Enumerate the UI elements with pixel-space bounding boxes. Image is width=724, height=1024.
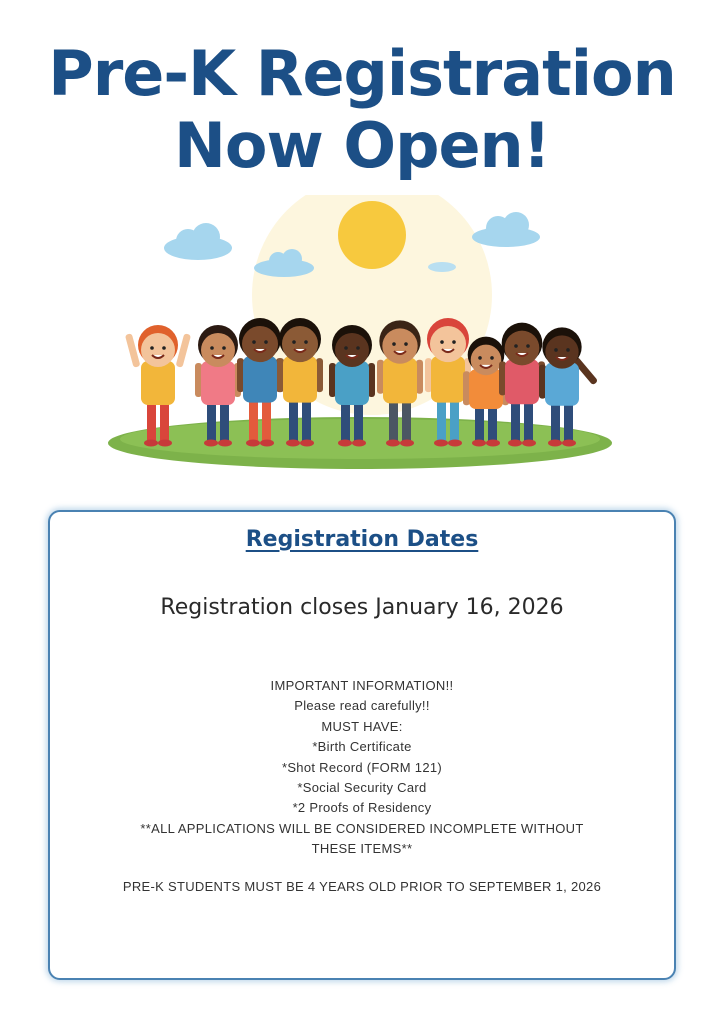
child-shoe (260, 440, 274, 447)
child-shirt (505, 359, 539, 404)
child-head (505, 331, 540, 366)
child-shirt (283, 356, 317, 403)
child-smile (442, 349, 454, 352)
child-leg (262, 401, 271, 443)
child-shirt (201, 361, 235, 405)
info-line: MUST HAVE: (321, 718, 403, 734)
child-eye (554, 348, 558, 352)
title-line-1: Pre-K Registration (48, 37, 676, 110)
child-arm (316, 358, 323, 392)
child-shoe (386, 440, 400, 447)
child-shirt (335, 361, 369, 405)
info-line: **ALL APPLICATIONS WILL BE CONSIDERED INCOMPLETE WITHOUT (140, 820, 584, 836)
child-shoe (338, 440, 352, 447)
cloud-icon (428, 262, 456, 272)
child-smile (556, 357, 568, 360)
child-arm (539, 365, 546, 399)
child-head (335, 333, 369, 367)
child-leg (207, 403, 216, 443)
child-shoe (246, 440, 260, 447)
child-arm (329, 363, 336, 397)
child-leg (488, 407, 497, 443)
child-eye (452, 340, 456, 344)
child-arm (377, 360, 384, 394)
child-head (141, 333, 175, 367)
child-arm (237, 358, 244, 392)
child-leg (389, 401, 398, 443)
child-leg (220, 403, 229, 443)
child-eye (392, 342, 396, 346)
child-eye (252, 340, 256, 344)
child-eye (344, 346, 348, 350)
group-of-children-illustration (100, 195, 620, 480)
child-smile (394, 351, 406, 354)
child-eye (526, 344, 530, 348)
child-head (242, 326, 278, 362)
child-leg (289, 401, 298, 443)
child-head (282, 326, 318, 362)
cloud-icon (472, 212, 540, 247)
child-shoe (400, 440, 414, 447)
child-shoe (562, 440, 576, 447)
page-title (0, 38, 724, 182)
child-shoe (522, 440, 536, 447)
child-leg (147, 403, 156, 443)
child-shoe (218, 440, 232, 447)
child-head (471, 345, 502, 376)
child-head (382, 328, 417, 363)
child-leg (437, 401, 446, 443)
child-smile (294, 349, 306, 352)
child-head (201, 333, 235, 367)
info-line: THESE ITEMS** (311, 841, 413, 857)
child-eye (356, 346, 360, 350)
child-leg (249, 401, 258, 443)
child-leg (524, 402, 533, 443)
info-line: *Birth Certificate (312, 739, 412, 755)
child-eye (292, 340, 296, 344)
child-leg (475, 407, 484, 443)
info-line: Please read carefully!! (294, 698, 430, 714)
child-shoe (300, 440, 314, 447)
child-shoe (434, 440, 448, 447)
child-head (430, 326, 466, 362)
registration-heading: Registration Dates (245, 527, 479, 552)
child-shoe (286, 440, 300, 447)
child-leg (341, 403, 350, 443)
child-shirt (431, 356, 465, 403)
child-arm (463, 371, 470, 405)
child-shoe (486, 440, 500, 447)
child-eye (150, 346, 154, 350)
child-arm (277, 358, 284, 392)
child-shirt (141, 361, 175, 405)
info-line: *Social Security Card (297, 780, 427, 796)
child-eye (514, 344, 518, 348)
child-eye (404, 342, 408, 346)
child-head (545, 335, 578, 368)
info-line: *2 Proofs of Residency (292, 800, 432, 816)
registration-closes-text: Registration closes January 16, 2026 (160, 595, 564, 620)
title-line-2: Now Open! (174, 109, 550, 182)
child-eye (264, 340, 268, 344)
child-arm (499, 361, 506, 395)
child-eye (490, 356, 494, 360)
child-leg (354, 403, 363, 443)
age-requirement: PRE-K STUDENTS MUST BE 4 YEARS OLD PRIOR TO SEPTEMBER 1, 2026 (122, 879, 602, 894)
child-eye (222, 346, 226, 350)
child-leg (402, 401, 411, 443)
child-shoe (144, 440, 158, 447)
child-arm (176, 333, 192, 368)
child-shoe (158, 440, 172, 447)
child-shoe (548, 440, 562, 447)
child-shoe (448, 440, 462, 447)
child-eye (478, 356, 482, 360)
cloud-icon (164, 223, 232, 260)
child-smile (254, 349, 266, 352)
child-arm (195, 363, 202, 397)
child-smile (516, 353, 528, 356)
child-arm (368, 363, 375, 397)
child-eye (566, 348, 570, 352)
child-shoe (352, 440, 366, 447)
sun-icon (338, 201, 406, 269)
child-leg (302, 401, 311, 443)
info-line: *Shot Record (FORM 121) (281, 759, 443, 775)
child-leg (564, 404, 573, 443)
child-eye (440, 340, 444, 344)
child-shoe (204, 440, 218, 447)
child-smile (152, 355, 164, 358)
child-shirt (243, 356, 277, 403)
child-shoe (472, 440, 486, 447)
important-information (70, 676, 654, 860)
child-leg (551, 404, 560, 443)
child-arm (425, 358, 432, 392)
child-eye (210, 346, 214, 350)
child-leg (160, 403, 169, 443)
child-eye (162, 346, 166, 350)
info-line: IMPORTANT INFORMATION!! (270, 678, 454, 693)
child-leg (511, 402, 520, 443)
child-shirt (545, 363, 579, 406)
child-smile (212, 355, 224, 358)
child-arm (416, 360, 423, 394)
child-arm (125, 333, 141, 368)
child-eye (304, 340, 308, 344)
child-leg (450, 401, 459, 443)
child-shirt (383, 358, 417, 404)
child-smile (346, 355, 358, 358)
child-shoe (508, 440, 522, 447)
child-smile (480, 365, 492, 368)
